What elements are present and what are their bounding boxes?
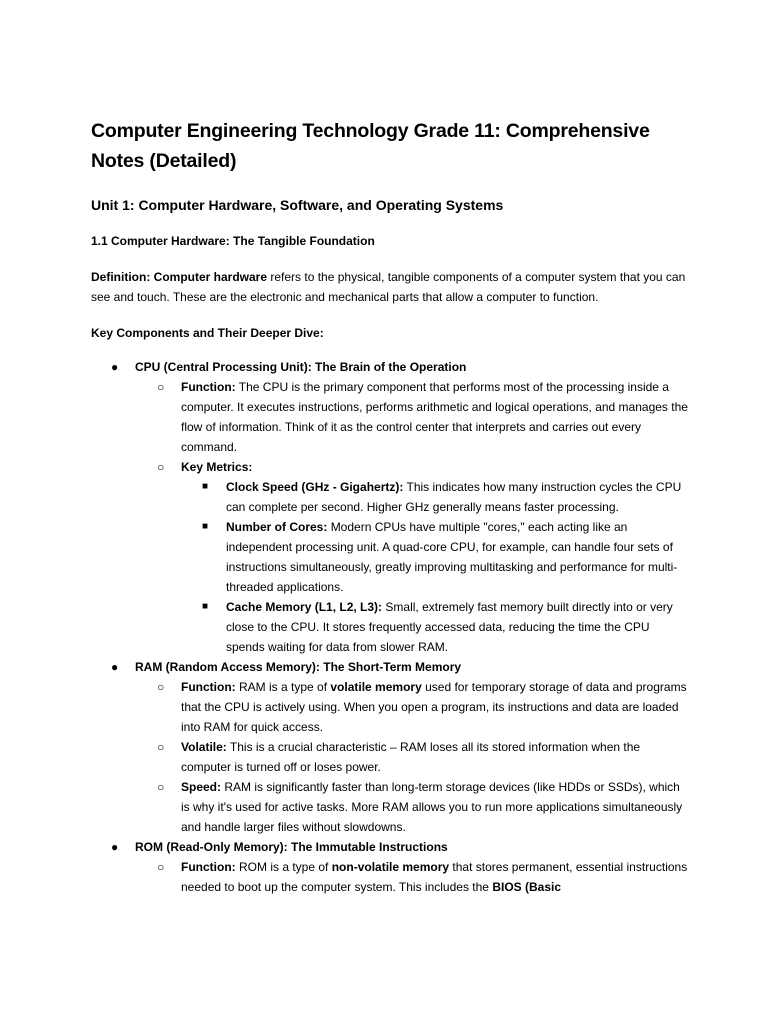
filled-circle-bullet-icon: ● [111, 360, 119, 374]
rom-function-bold-2: BIOS (Basic [492, 880, 562, 894]
cpu-metrics-label: Key Metrics: [181, 460, 253, 474]
ram-function-text-1: RAM is a type of [239, 680, 328, 694]
definition-term: Computer hardware [153, 270, 268, 284]
key-components-title: Key Components and Their Deeper Dive: [91, 326, 324, 340]
rom-sublist [135, 857, 691, 897]
cache-label: Cache Memory (L1, L2, L3): [226, 600, 383, 614]
cores-text: Modern CPUs have multiple "cores," each acting like an independent processing unit. A quad-core CPU, for example, can handle four sets of instructions simultaneously, greatly improving multitasking and performance for multi-threaded applications. [226, 520, 678, 594]
components-list [91, 357, 691, 897]
list-item-cpu-function [135, 377, 691, 457]
cores-label: Number of Cores: [226, 520, 328, 534]
ram-sublist [135, 677, 691, 837]
section-heading: 1.1 Computer Hardware: The Tangible Foundation [91, 234, 375, 248]
rom-function-text-1: ROM is a type of [239, 860, 329, 874]
ram-function-text-2: used for temporary storage of data and programs that the CPU is actively using. When you open a program, its instructions and data are loaded into RAM for quick access. [181, 680, 687, 734]
ram-function-label: Function: [181, 680, 236, 694]
rom-function-text-2: that stores permanent, essential instructions needed to boot up the computer system. This includes the [181, 860, 688, 894]
cpu-function-text: The CPU is the primary component that performs most of the processing inside a computer. It executes instructions, performs arithmetic and logical operations, and manages the flow of information. Think of it as the control center that interprets and carries out every command. [181, 380, 688, 454]
ram-speed-label: Speed: [181, 780, 222, 794]
unit-heading: Unit 1: Computer Hardware, Software, and Operating Systems [91, 197, 504, 213]
square-bullet-icon: ■ [202, 601, 209, 612]
hollow-circle-bullet-icon: ○ [157, 740, 165, 754]
cpu-sublist [135, 377, 691, 657]
definition-text: refers to the physical, tangible components of a computer system that you can see and touch. These are the electronic and mechanical parts that allow a computer to function. [91, 270, 686, 304]
list-item-ram-function [135, 677, 691, 737]
rom-function-label: Function: [181, 860, 236, 874]
square-bullet-icon: ■ [202, 481, 209, 492]
ram-speed-text: RAM is significantly faster than long-term storage devices (like HDDs or SSDs), which is why it's used for active tasks. More RAM allows you to run more applications simultaneously and handle larger files without slowdowns. [181, 780, 683, 834]
filled-circle-bullet-icon: ● [111, 660, 119, 674]
ram-volatile-text: This is a crucial characteristic – RAM loses all its stored information when the computer is turned off or loses power. [181, 740, 641, 774]
definition-label: Definition: [91, 270, 151, 284]
list-item-clock-speed [181, 477, 691, 517]
rom-function-bold: non-volatile memory [331, 860, 450, 874]
cpu-metrics-sublist [181, 477, 691, 657]
cpu-title: CPU (Central Processing Unit): The Brain of the Operation [135, 360, 467, 374]
square-bullet-icon: ■ [202, 521, 209, 532]
list-item-cpu [91, 357, 691, 657]
hollow-circle-bullet-icon: ○ [157, 780, 165, 794]
document-content [91, 116, 691, 897]
list-item-rom-function [135, 857, 691, 897]
list-item-cpu-metrics [135, 457, 691, 657]
list-item-ram-speed [135, 777, 691, 837]
clock-speed-text: This indicates how many instruction cycles the CPU can complete per second. Higher GHz generally means faster processing. [226, 480, 682, 514]
filled-circle-bullet-icon: ● [111, 840, 119, 854]
clock-speed-label: Clock Speed (GHz - Gigahertz): [226, 480, 404, 494]
ram-title: RAM (Random Access Memory): The Short-Term Memory [135, 660, 462, 674]
hollow-circle-bullet-icon: ○ [157, 380, 165, 394]
hollow-circle-bullet-icon: ○ [157, 860, 165, 874]
list-item-ram-volatile [135, 737, 691, 777]
list-item-cache [181, 597, 691, 657]
hollow-circle-bullet-icon: ○ [157, 460, 165, 474]
hollow-circle-bullet-icon: ○ [157, 680, 165, 694]
definition-paragraph [91, 267, 691, 307]
list-item-rom [91, 837, 691, 897]
document-title: Computer Engineering Technology Grade 11: Comprehensive Notes (Detailed) [91, 120, 650, 172]
ram-function-bold: volatile memory [330, 680, 422, 694]
ram-volatile-label: Volatile: [181, 740, 227, 754]
rom-title: ROM (Read-Only Memory): The Immutable Instructions [135, 840, 448, 854]
list-item-ram [91, 657, 691, 837]
cache-text: Small, extremely fast memory built directly into or very close to the CPU. It stores frequently accessed data, reducing the time the CPU spends waiting for data from slower RAM. [226, 600, 673, 654]
cpu-function-label: Function: [181, 380, 236, 394]
list-item-cores [181, 517, 691, 597]
